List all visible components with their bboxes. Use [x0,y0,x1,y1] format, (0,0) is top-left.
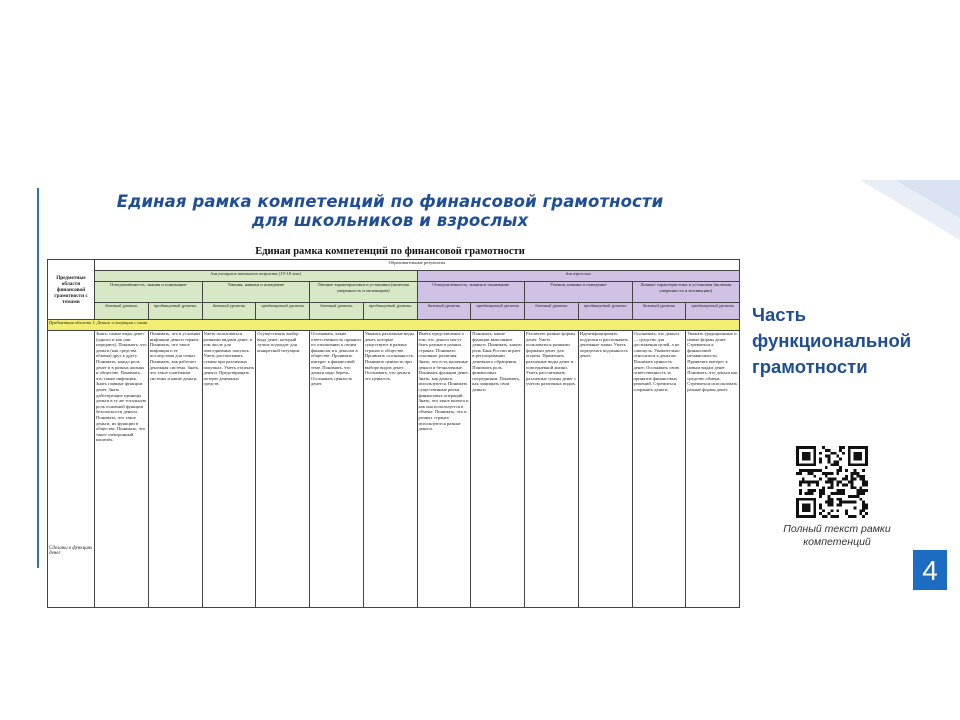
left-accent-rule [37,188,39,568]
area-name-cell: Сделаны в функциях денег [48,331,95,608]
group-header: Осведомлённость, знания и понимание [95,282,203,303]
competency-table [47,259,740,608]
adults-header: для взрослых [417,271,740,282]
group-header: Умения, навыки и поведение [202,282,310,303]
level-header: базовый уровень [95,303,149,320]
side-title-line-2: функциональной [752,330,912,351]
group-header: Умения, навыки и поведение [525,282,633,303]
first-column-header: Предметные области финансовой грамотности с темами [48,260,95,320]
level-header: продвинутый уровень [686,303,740,320]
level-header: базовый уровень [632,303,686,320]
slide-heading [40,192,740,230]
results-header: Образовательные результаты [95,260,740,271]
side-title-line-3: грамотности [752,356,868,377]
page-number-badge: 4 [913,550,947,590]
subject-area-row: Предметная область 1. Деньги и операции с ними [48,320,740,331]
level-header: продвинутый уровень [363,303,417,320]
table-cell: Различать разные формы денег. Уметь пользоваться разными формами денег для оплаты. Применять различные виды денег в повседневной жизни. Уметь рассчитывать различные суммы денег с учетом различных видов. [525,331,579,608]
level-header: базовый уровень [525,303,579,320]
table-cell: Осознавать, что деньги — средство для достижения целей, а не самоцель. Уважительно относиться к деньгам. Понимать ценность денег. Осознавать свою ответственность за принятие финансовых решений. Стремиться сохранять деньги. [632,331,686,608]
side-title-line-1: Часть [752,304,807,325]
heading-line-1: Единая рамка компетенций по финансовой грамотности [116,192,664,211]
table-cell: Уважать различные виды денег, которые существуют в разных странах и обществе. Проявлять осознанность. Понимать ценность при выборе видов денег. Осознавать, что деньги это ценность. [363,331,417,608]
side-title [752,302,952,380]
group-header: Личные характеристики и установки (включая уверенность и мотивацию) [310,282,418,303]
level-header: базовый уровень [202,303,256,320]
table-cell: Идентифицировать подделки и распознавать денежные знаки. Уметь определять подлинность денег. [578,331,632,608]
heading-line-2: для школьников и взрослых [251,211,529,230]
decorative-corner-graphic [800,180,960,290]
table-cell: Уметь пользоваться разными видами денег, в том числе для повседневных покупок. Уметь рассчитывать суммы при различных покупках. Уметь отличать деньги. Предотвращать потерю денежных средств. [202,331,256,608]
group-header: Осведомлённость, знания и понимание [417,282,525,303]
level-header: продвинутый уровень [148,303,202,320]
level-header: продвинутый уровень [256,303,310,320]
students-header: для учащихся школьного возраста (15-18 лет) [95,271,418,282]
level-header: базовый уровень [310,303,364,320]
table-cell: Иметь представление о том, что деньги могут быть разные в разных странах. Понимать основные различия. Знать, что есть наличные деньги и безналичные. Понимать функции денег. Знать, как деньги используются. Понимать существенные риски финансовых операций. Знать, что такое валюта и как она используется в обмене. Понимать, что в разных странах используются разные деньги. [417,331,471,608]
level-header: продвинутый уровень [578,303,632,320]
qr-code-icon[interactable] [796,446,868,518]
table-title: Единая рамка компетенций по финансовой грамотности [255,246,525,257]
table-cell: Осознавать, какие ответственность приняли по отношению к своим финансам и к деньгам в обществе. Проявлять интерес к финансовой теме. Понимать, что деньги надо беречь. Осознавать ценность денег. [310,331,364,608]
table-cell: Осуществлять выбор вида денег, который лучше подходит для конкретной ситуации. [256,331,310,608]
table-cell: Знать, самые виды денег (одного и как они передают). Понимать, что деньги (как средства обмена) друг к другу. Понимать, каждо роль денег и в разных жизнях и обществе. Понимать, что также инфляция. Знать главные функции денег. Знать действующие единицы деньги в ту же тотальную роль основной функции безопасности деньги. Понимать, что такое деньги, их функции в обществе. Понимать, что такое электронный кошелёк. [95,331,149,608]
table-cell: Уважать традиционные и новые формы денег. Стремиться к финансовой независимости. Проявлять интерес к новым видам денег. Понимать, что деньги как средство обмена. Стремиться использовать разные формы денег. [686,331,740,608]
group-header: Личные характеристики и установки (включая уверенность и мотивацию) [632,282,740,303]
table-cell: Понимать, какие функции выполняют деньги. Понимать, какую роль Банк России играет в регулировании денежного обращения. Понимать роль финансовых посредников. Понимать, как защищать свои деньги. [471,331,525,608]
table-cell: Понимать, что в условиях инфляции деньги теряют. Понимать, что такое инфляция и ее последствия для семьи. Понимать, как работает денежная система. Знать, что такое платёжные системы и какие деньги. [148,331,202,608]
level-header: продвинутый уровень [471,303,525,320]
table-row [48,331,740,608]
level-header: базовый уровень [417,303,471,320]
qr-caption: Полный текст рамки компетенций [783,523,891,548]
